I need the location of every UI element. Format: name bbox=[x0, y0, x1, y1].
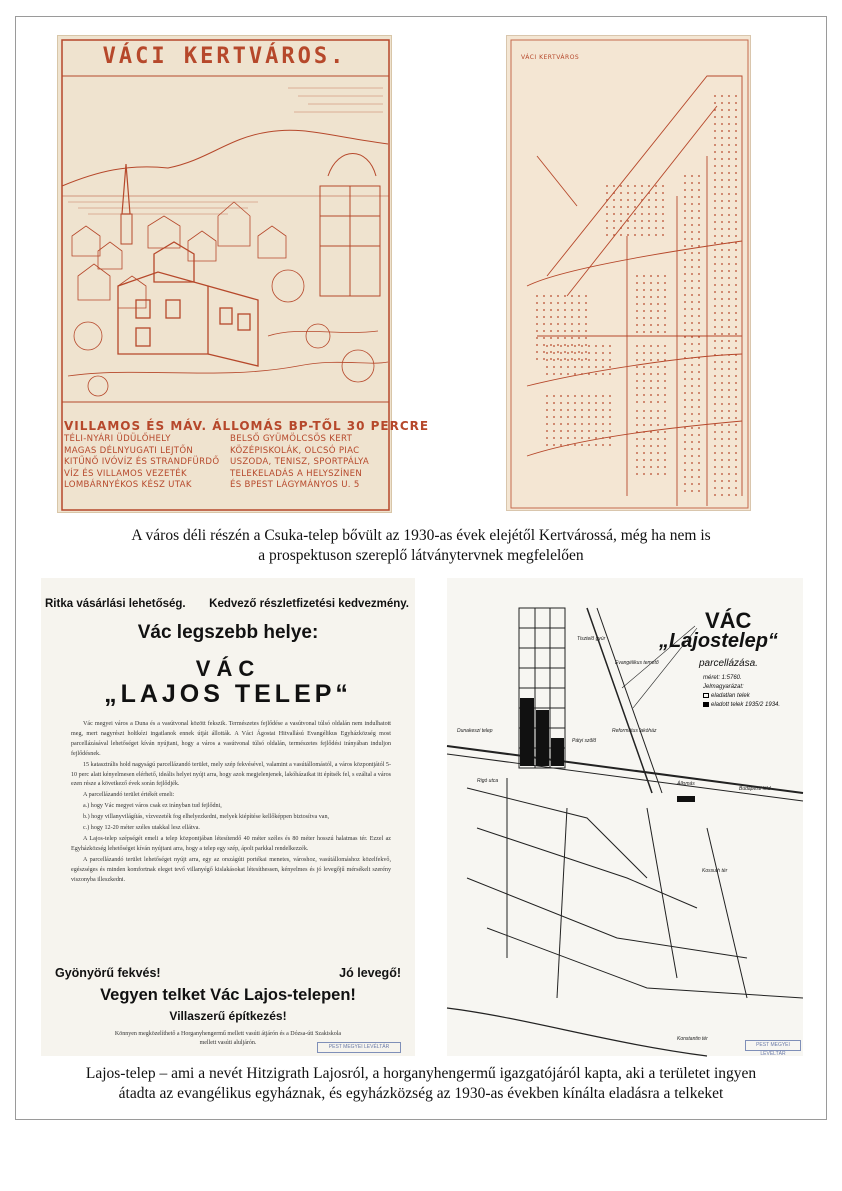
leaflet-title: „LAJOS TELEP“ bbox=[104, 680, 352, 708]
leaflet-body bbox=[71, 720, 391, 887]
leaflet-offer-left: Ritka vásárlási lehetőség. bbox=[45, 598, 186, 610]
leaflet-paragraph: A parcellázandó terület értékét emeli: bbox=[83, 792, 175, 799]
map-subtitle: parcellázása. bbox=[699, 658, 758, 669]
caption-top-line: a prospektuson szereplő látványtervnek megfelelően bbox=[258, 547, 584, 564]
leaflet-paragraph: b.) hogy villanyvilágítás, vízvezeték fog elhelyezkedni, melyek kiépítése kellőképpen biztosítva van, bbox=[83, 814, 330, 821]
map-label: Kossuth tér bbox=[702, 868, 728, 874]
map-label: Református lakóház bbox=[612, 728, 657, 734]
leaflet-sub-call-to-action: Villaszerű építkezés! bbox=[169, 1009, 287, 1023]
map-label: Dunakeszi telep bbox=[457, 728, 493, 734]
leaflet-footnote-line: mellett vasúti aluljárón. bbox=[199, 1040, 257, 1046]
empty-swatch-icon bbox=[703, 693, 709, 698]
plan-legend: VÁCI KERTVÁROS bbox=[521, 54, 580, 61]
leaflet-call-to-action: Vegyen telket Vác Lajos-telepen! bbox=[100, 986, 356, 1004]
map-title-town: VÁC bbox=[705, 608, 752, 633]
archive-stamp: PEST MEGYEI LEVÉLTÁR bbox=[745, 1040, 801, 1051]
map-legend-item: eladatlan telek bbox=[703, 692, 780, 701]
kertvaros-left-line: VÍZ ÉS VILLAMOS VEZETÉK bbox=[64, 468, 187, 479]
kertvaros-left-line: LOMBÁRNYÉKOS KÉSZ UTAK bbox=[64, 480, 192, 491]
caption-bottom bbox=[20, 1064, 822, 1104]
caption-bottom-line: átadta az evangélikus egyháznak, és egyházközség az 1930-as években kínálta eladásra a telkeket bbox=[118, 1085, 724, 1102]
kertvaros-poster bbox=[57, 35, 430, 513]
lajostelep-map bbox=[447, 578, 803, 1056]
map-legend-title: Jelmagyarázat: bbox=[703, 684, 744, 690]
map-label: Pátyi szőlő bbox=[572, 738, 597, 744]
caption-bottom-line: Lajos-telep – ami a nevét Hitzigrath Lajosról, a horganyhengermű igazgatójáról kapta, aki a területet ingyen bbox=[85, 1065, 757, 1082]
caption-top-line: A város déli részén a Csuka-telep bővült az 1930-as évek elejétől Kertvárossá, még ha nem is bbox=[131, 527, 711, 544]
leaflet-paragraph: a.) hogy Vác megyei város csak ez irányban tud fejlődni, bbox=[83, 803, 222, 810]
kertvaros-headline: VILLAMOS ÉS MÁV. ÁLLOMÁS BP-TŐL 30 PERCRE bbox=[64, 419, 430, 433]
caption-top bbox=[20, 526, 822, 566]
kertvaros-right-column bbox=[230, 434, 386, 492]
filled-swatch-icon bbox=[703, 702, 709, 707]
kertvaros-plan-drawing bbox=[507, 36, 752, 512]
map-title: „Lajostelep“ bbox=[659, 630, 778, 652]
lajostelep-leaflet bbox=[41, 578, 415, 1056]
leaflet-slogan-left: Gyönyörű fekvés! bbox=[55, 966, 161, 980]
kertvaros-right-line: KÖZÉPISKOLÁK, OLCSÓ PIAC bbox=[230, 445, 360, 456]
kertvaros-left-column bbox=[64, 434, 220, 492]
kertvaros-left-line: TÉLI-NYÁRI ÜDÜLŐHELY bbox=[64, 434, 171, 444]
map-label: Állomás bbox=[677, 781, 695, 787]
leaflet-paragraph: Vác megyei város a Duna és a vasútvonal között fekszik. Természetes fejlődése a vasútvonal túlsó oldalán nem indulhatott meg, mert nagyrészt holtkézi ingatlanok ennek útját állották. A Váci Ágostai Hitvallású Evangélikus Egyházközség most parcellázásával lehetőséget kíván nyújtani, hogy a város a vasútvonal túlsó oldalán, természetes fejlődési irányában induljon fejlődésnek. bbox=[71, 721, 391, 757]
leaflet-footnote-line: Könnyen megközelíthető a Horganyhengermű mellett vasúti átjárón és a Dózsa-úti Szakiskola bbox=[114, 1031, 342, 1037]
map-label: Evangélikus temető bbox=[615, 660, 659, 666]
map-label: Budapesti föld bbox=[739, 786, 771, 792]
kertvaros-right-line: ÉS BPEST LÁGYMÁNYOS U. 5 bbox=[230, 480, 360, 491]
map-label: Konstantin tér bbox=[677, 1036, 708, 1042]
leaflet-headline: Vác legszebb helye: bbox=[137, 622, 319, 643]
kertvaros-right-line: USZODA, TENISZ, SPORTPÁLYA bbox=[230, 457, 370, 468]
kertvaros-info bbox=[64, 418, 430, 492]
leaflet-paragraph: c.) hogy 12-20 méter széles utakkal lesz ellátva. bbox=[83, 825, 200, 832]
leaflet-town: VÁC bbox=[195, 656, 261, 681]
map-legend bbox=[703, 674, 780, 710]
kertvaros-left-line: MAGAS DÉLNYUGATI LEJTŐN bbox=[64, 445, 194, 456]
map-legend-item: eladott telek 1935/2 1934. bbox=[703, 701, 780, 710]
leaflet-paragraph: A parcellázandó terület lehetőséget nyújt arra, egy az országúti portékai menetes, városhoz, vasútállomáshoz közelfekvő, egészséges és minden komfortnak eleget tevő villanyégő kislakásokat létesíthessen, kényelmes és jó levegőjű mérsékelt szerény viszonyba illeszkedni. bbox=[71, 856, 391, 883]
leaflet-paragraph: A Lajos-telep szépségét emeli a telep központjában létesítendő 40 méter széles és 80 méter hosszú halatmas tér. Ezzel az Egyházközség lehetőséget kíván nyújtani arra, hogy a telep egy szép, ápolt parkkal rendelkezzék. bbox=[71, 835, 391, 852]
archive-stamp: PEST MEGYEI LEVÉLTÁR bbox=[317, 1042, 401, 1053]
kertvaros-right-line: BELSŐ GYÜMÖLCSÖS KERT bbox=[230, 434, 353, 444]
leaflet-paragraph: 15 katasztrális hold nagyságú parcellázandó terület, mely szép fekvésével, valamint a vasútállomástól, a város központjától 5-10 perc alatt kényelmesen elérhető, ideális helyet nyújt arra, hogy azok megjelenjenek, lakóházaikat itt építsék fel, s ezáltal a város ezen része a következő évek során fejlődjék. bbox=[71, 761, 391, 788]
leaflet-offer-right: Kedvező részletfizetési kedvezmény. bbox=[209, 598, 409, 610]
map-label: Rigó utca bbox=[477, 778, 499, 784]
kertvaros-title: VÁCI KERTVÁROS. bbox=[102, 44, 347, 69]
map-scale: méret: 1:5760. bbox=[703, 675, 742, 681]
kertvaros-left-line: KITŰNŐ IVÓVÍZ ÉS STRANDFÜRDŐ bbox=[64, 457, 220, 468]
kertvaros-right-line: TELEKELADÁS A HELYSZÍNEN bbox=[230, 468, 363, 479]
kertvaros-plan bbox=[506, 35, 751, 511]
map-label: Tisztelő gyúr bbox=[577, 636, 606, 642]
leaflet-slogan-right: Jó levegő! bbox=[339, 966, 401, 980]
